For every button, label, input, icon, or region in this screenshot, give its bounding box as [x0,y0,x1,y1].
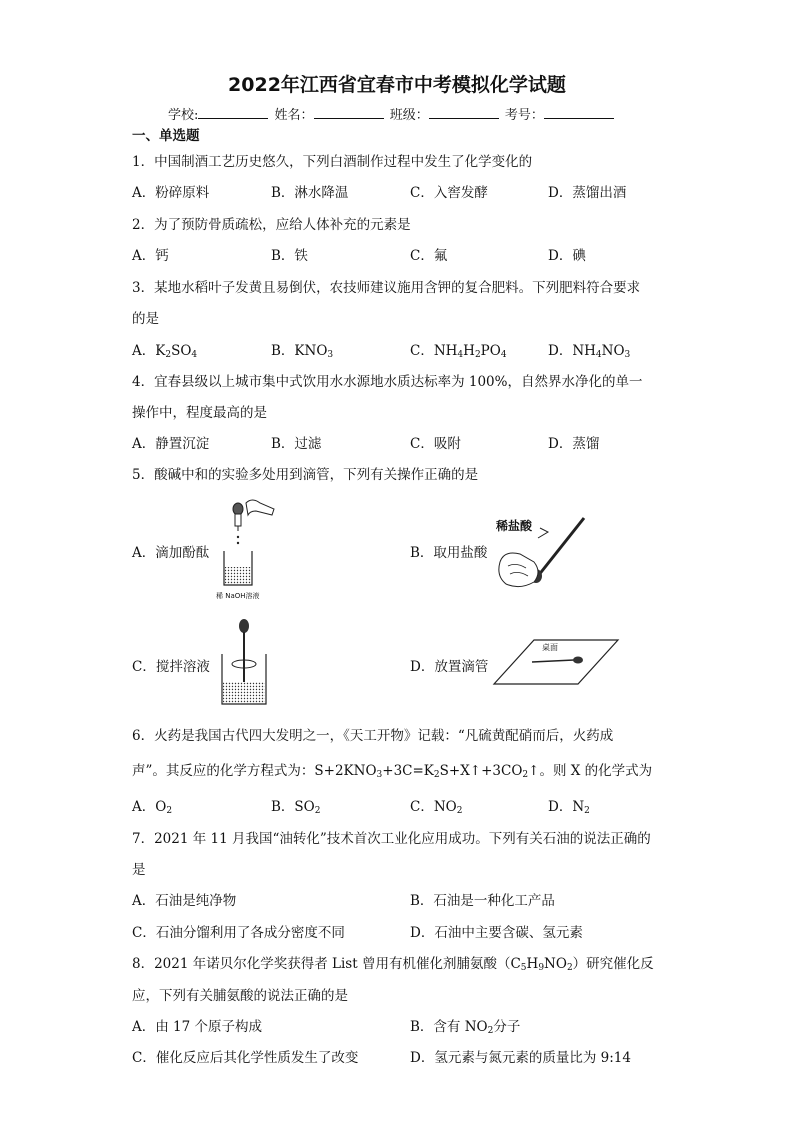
q6-eq-part2: +3C=K [382,763,434,779]
q6-eq-sub2: 2 [433,770,440,780]
q2-option-a[interactable]: A．钙 [132,248,169,264]
q6-option-b[interactable] [271,795,320,815]
q6-eq-part4: ↑。则 X 的化学式为 [528,763,653,779]
q3-d-sub1: 4 [595,350,602,360]
q5-option-c[interactable]: C．搅拌溶液 [132,659,210,675]
q4-option-b[interactable]: B．过滤 [271,436,322,452]
q3-b-text: B．KNO [271,343,328,359]
q6-option-c[interactable] [410,795,462,815]
figure-b-label: 稀盐酸 [496,519,533,533]
q3-stem-line2: 的是 [132,311,159,327]
q4-option-c[interactable]: C．吸附 [410,436,461,452]
q8-option-a[interactable]: A．由 17 个原子构成 [132,1019,263,1035]
school-blank[interactable] [198,106,268,119]
q8-option-b[interactable] [410,1015,520,1035]
q1-option-a[interactable]: A．粉碎原料 [132,185,210,201]
q6-d-sub: 2 [584,806,590,816]
q6-stem-line2 [132,759,652,779]
q6-a-text: A．O [132,799,167,815]
figure-dropper-on-table [494,636,618,688]
figure-dropper-over-beaker [212,497,282,603]
dropper-tube-slanted [538,518,584,576]
q8-option-c[interactable]: C．催化反应后其化学性质发生了改变 [132,1050,359,1066]
figure-a-label: 稀 NaOH溶液 [216,592,260,600]
section-heading: 一、单选题 [132,128,200,144]
q2-option-b[interactable]: B．铁 [271,248,308,264]
q7-option-a[interactable]: A．石油是纯净物 [132,893,237,909]
figure-stirring-beaker [216,616,272,710]
q8-stem-part4: ）研究催化反 [572,956,654,972]
q6-b-text: B．SO [271,799,315,815]
student-info-row [168,104,616,123]
q3-c-sub3: 4 [500,350,507,360]
q3-option-a[interactable] [132,339,197,359]
q4-stem-line2: 操作中，程度最高的是 [132,405,267,421]
q8-b-sub: 2 [487,1026,494,1036]
figure-hand-dropper [490,514,590,592]
q3-c-sub1: 4 [457,350,464,360]
dropper-bulb-icon [233,503,243,515]
q8-stem-sub2: 9 [538,963,545,973]
dropper-bulb-icon [239,619,249,633]
q2-stem: 2．为了预防骨质疏松，应给人体补充的元素是 [132,217,411,233]
class-label: 班级： [389,108,429,123]
q5-option-b[interactable]: B．取用盐酸 [410,545,488,561]
beaker-solution [225,567,251,584]
q1-option-d[interactable]: D．蒸馏出酒 [548,185,627,201]
figure-d-label: 桌面 [542,643,558,652]
q6-c-text: C．NO [410,799,457,815]
q3-c-mid2: PO [480,343,501,359]
q3-stem-line1: 3．某地水稻叶子发黄且易倒伏，农技师建议施用含钾的复合肥料。下列肥料符合要求 [132,280,641,296]
q8-stem-part3: NO [544,956,567,972]
q7-option-b[interactable]: B．石油是一种化工产品 [410,893,555,909]
q3-option-b[interactable] [271,339,333,359]
q6-eq-part1: 声”。其反应的化学方程式为：S+2KNO [132,763,377,779]
q4-stem-line1: 4．宜春县级以上城市集中式饮用水水源地水质达标率为 100%，自然界水净化的单一 [132,374,643,390]
q1-stem: 1．中国制酒工艺历史悠久，下列白酒制作过程中发生了化学变化的 [132,154,533,170]
number-blank[interactable] [544,106,614,119]
drop-1 [237,536,239,538]
q3-a-sub2: 4 [191,350,198,360]
q3-c-text: C．NH [410,343,458,359]
q8-stem-sub1: 5 [520,963,527,973]
q3-a-text: A．K [132,343,166,359]
school-label: 学校: [168,108,199,123]
q8-stem-sub3: 2 [566,963,573,973]
q6-option-a[interactable] [132,795,172,815]
q8-stem-line1 [132,952,654,972]
q5-stem: 5．酸碱中和的实验多处用到滴管，下列有关操作正确的是 [132,467,479,483]
q3-option-c[interactable] [410,339,507,359]
q7-stem-line1: 7．2021 年 11 月我国“油转化”技术首次工业化应用成功。下列有关石油的说法正确的 [132,831,651,847]
q7-stem-line2: 是 [132,862,146,878]
q4-option-d[interactable]: D．蒸馏 [548,436,600,452]
hand-icon [246,500,274,515]
name-blank[interactable] [314,106,384,119]
number-label: 考号： [504,108,544,123]
q3-c-mid1: H [463,343,475,359]
q5-option-d[interactable]: D．放置滴管 [410,659,489,675]
label-pointer [538,528,548,538]
q1-option-b[interactable]: B．淋水降温 [271,185,349,201]
q7-option-c[interactable]: C．石油分馏利用了各成分密度不同 [132,925,345,941]
q8-b-text: B．含有 NO [410,1019,488,1035]
q3-option-d[interactable] [548,339,630,359]
q8-stem-part2: H [526,956,539,972]
q4-option-a[interactable]: A．静置沉淀 [132,436,210,452]
class-blank[interactable] [429,106,499,119]
q1-option-c[interactable]: C．入窖发酵 [410,185,488,201]
q6-c-sub: 2 [456,806,463,816]
name-label: 姓名： [274,108,314,123]
q3-a-sub1: 2 [165,350,172,360]
q8-stem-part1: 8．2021 年诺贝尔化学奖获得者 List 曾用有机催化剂脯氨酸（C [132,956,521,972]
q3-d-text: D．NH [548,343,596,359]
q3-d-sub2: 3 [624,350,631,360]
q3-b-sub: 3 [327,350,334,360]
q6-b-sub: 2 [314,806,321,816]
q3-d-mid: NO [601,343,625,359]
q6-eq-sub1: 3 [376,770,383,780]
q6-option-d[interactable] [548,795,590,815]
beaker-solution [223,682,265,703]
dropper-tube [235,514,241,526]
hand-icon [499,553,538,587]
dropper-bulb-icon [573,657,583,664]
q6-d-text: D．N [548,799,585,815]
q8-stem-line2: 应，下列有关脯氨酸的说法正确的是 [132,988,348,1004]
q8-b-tail: 分子 [493,1019,521,1035]
q8-option-d[interactable]: D．氢元素与氮元素的质量比为 9:14 [410,1050,631,1066]
q3-a-mid: SO [171,343,192,359]
q6-a-sub: 2 [166,806,173,816]
q6-eq-sub3: 2 [522,770,529,780]
page-title: 2022年江西省宜春市中考模拟化学试题 [228,74,566,96]
drop-2 [237,542,239,544]
q2-option-d[interactable]: D．碘 [548,248,586,264]
q3-c-sub2: 2 [474,350,481,360]
q5-option-a[interactable]: A．滴加酚酞 [132,545,210,561]
q7-option-d[interactable]: D．石油中主要含碳、氢元素 [410,925,583,941]
q6-stem-line1: 6．火药是我国古代四大发明之一，《天工开物》记载：“凡硫黄配硝而后，火药成 [132,728,614,744]
q2-option-c[interactable]: C．氟 [410,248,448,264]
q6-eq-part3: S+X↑+3CO [439,763,523,779]
